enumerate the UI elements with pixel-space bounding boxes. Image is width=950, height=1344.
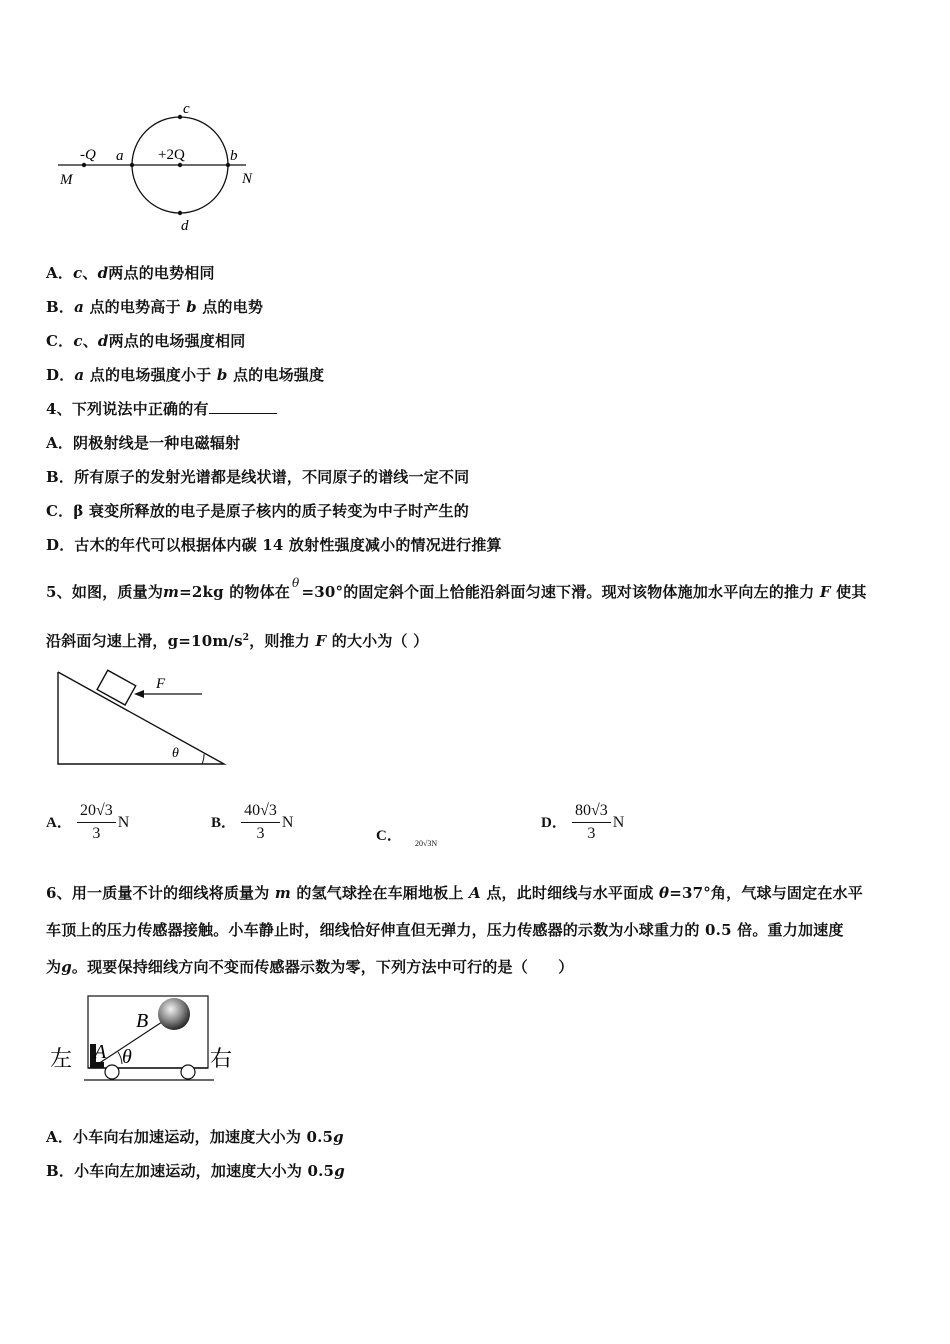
point-minus-q <box>82 163 86 167</box>
label-b: B <box>136 1010 149 1032</box>
label-n: N <box>242 171 253 187</box>
label-m: M <box>60 172 73 188</box>
q6-option-b: B．小车向左加速运动，加速度大小为 0.5g <box>46 1162 345 1180</box>
q5-option-c: C． $_{20√3N}$ <box>376 828 438 848</box>
incline-triangle <box>58 672 224 764</box>
q4-option-b: B．所有原子的发射光谱都是线状谱，不同原子的谱线一定不同 <box>46 468 470 486</box>
label-b: b <box>230 148 238 164</box>
fraction: $\frac{20√3}{3}$ <box>77 800 116 845</box>
q3-option-a: A．c、d两点的电势相同 <box>46 264 215 282</box>
label-d: d <box>181 218 189 234</box>
q6-stem-line3: 为g。现要保持细线方向不变而传感器示数为零，下列方法中可行的是（ ） <box>46 958 574 976</box>
q6-stem-line1: 6、用一质量不计的细线将质量为 m 的氢气球拴在车厢地板上 A 点，此时细线与水平面成 θ=37°角，气球与固定在水平 <box>46 884 863 902</box>
label-theta: θ <box>122 1046 132 1068</box>
fraction: $\frac{80√3}{3}$ <box>572 800 611 845</box>
cart-figure <box>46 992 246 1088</box>
label-a: a <box>116 148 124 164</box>
q3-option-c: C．c、d两点的电场强度相同 <box>46 332 246 350</box>
wheel-right <box>181 1065 195 1079</box>
label-plus-2q: +2Q <box>158 147 185 163</box>
block <box>97 670 136 705</box>
charge-circle-figure <box>50 95 270 235</box>
wheel-left <box>105 1065 119 1079</box>
incline-figure <box>52 668 242 768</box>
angle-label: θ <box>172 746 179 761</box>
label-left: 左 <box>50 1047 73 1072</box>
label-minus-q: -Q <box>80 147 96 163</box>
angle-arc <box>202 754 204 764</box>
q3-option-d: D．a 点的电场强度小于 b 点的电场强度 <box>46 366 325 384</box>
q4-option-d: D．古木的年代可以根据体内碳 14 放射性强度减小的情况进行推算 <box>46 536 502 554</box>
q6-stem-line2: 车顶上的压力传感器接触。小车静止时，细线恰好伸直但无弹力，压力传感器的示数为小球重力的 0.5 倍。重力加速度 <box>46 921 844 939</box>
fraction: $\frac{40√3}{3}$ <box>241 800 280 845</box>
point-center <box>178 163 182 167</box>
point-c <box>178 115 182 119</box>
q5-option-b: B． $\frac{40√3}{3}$ N <box>211 800 293 845</box>
point-a <box>130 163 134 167</box>
point-d <box>178 211 182 215</box>
force-arrowhead <box>134 690 144 698</box>
answer-blank <box>209 401 277 414</box>
label-a: A <box>94 1041 107 1063</box>
q4-option-a: A．阴极射线是一种电磁辐射 <box>46 434 241 452</box>
q5-stem-line1: 5、如图，质量为m=2kg 的物体在 $^\theta$ =30°的固定斜个面上恰能沿斜面匀速下滑。现对该物体施加水平向左的推力 F 使其 <box>46 576 867 601</box>
q6-option-a: A．小车向右加速运动，加速度大小为 0.5g <box>46 1128 344 1146</box>
q5-option-a: A． $\frac{20√3}{3}$ N <box>46 800 129 845</box>
q4-stem: 4、下列说法中正确的有 <box>46 398 277 419</box>
q4-option-c: C．β 衰变所释放的电子是原子核内的质子转变为中子时产生的 <box>46 502 469 520</box>
force-label: F <box>156 676 166 692</box>
balloon <box>158 998 190 1030</box>
label-right: 右 <box>210 1047 233 1072</box>
q5-stem-line2: 沿斜面匀速上滑，$g=10m/s^2$，则推力 F 的大小为（ ） <box>46 632 429 650</box>
q5-option-d: D． $\frac{80√3}{3}$ N <box>541 800 624 845</box>
label-c: c <box>183 101 190 117</box>
q3-option-b: B．a 点的电势高于 b 点的电势 <box>46 298 264 316</box>
